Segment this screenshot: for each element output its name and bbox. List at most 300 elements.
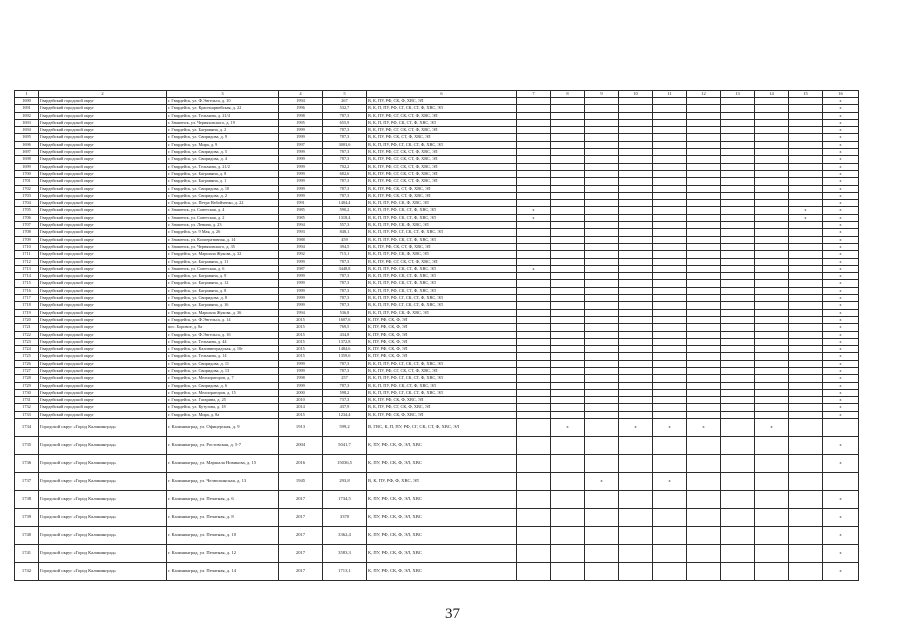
build-year: 1913 [279,419,323,437]
work-flag-cell: x [823,353,859,360]
building-address: г. Гвардейск, ул. Ф.Энгельса, д. 14 [167,316,279,323]
work-flag-cell [721,404,755,411]
structural-elements: К, ПУ, РФ, СК, Ф, ЭЛ, ХВС [367,491,517,509]
work-flag-cell [585,302,619,309]
work-flag-cell: x [823,280,859,287]
work-flag-cell [687,338,721,345]
work-flag-cell [755,324,789,331]
table-row [15,243,859,250]
work-flag-cell [619,258,653,265]
structural-elements: В, К, П, ПУ, РФ, СК, СТ, Ф, ХВС, ЭЛ [367,287,517,294]
build-year: 1999 [279,170,323,177]
building-area: 787,3 [323,273,367,280]
work-flag-cell [585,222,619,229]
work-flag-cell [721,273,755,280]
work-flag-cell [653,243,687,250]
row-number: 1721 [15,324,39,331]
work-flag-cell [721,353,755,360]
work-flag-cell [585,419,619,437]
building-area: 682,6 [323,170,367,177]
structural-elements: К, ПУ, РФ, СК, Ф, ЭЛ [367,353,517,360]
work-flag-cell: x [823,331,859,338]
row-number: 1725 [15,353,39,360]
work-flag-cell [721,411,755,418]
work-flag-cell: x [823,273,859,280]
structural-elements: В, К, П, ПУ, РФ, СК, Ф, ХВС, ЭЛ [367,200,517,207]
building-area: 459 [323,236,367,243]
work-flag-cell [619,243,653,250]
work-flag-cell [653,295,687,302]
municipality-name: Гвардейский городской округ [39,280,167,287]
work-flag-cell [585,527,619,545]
structural-elements: В, К, П, ПУ, РФ, СК, СТ, Ф, ХВС, ЭЛ [367,273,517,280]
work-flag-cell: x [823,411,859,418]
work-flag-cell [721,127,755,134]
work-flag-cell [551,134,585,141]
row-number: 1740 [15,527,39,545]
work-flag-cell [619,316,653,323]
work-flag-cell [789,163,823,170]
work-flag-cell [551,346,585,353]
work-flag-cell [517,258,551,265]
work-flag-cell: x [517,207,551,214]
work-flag-cell [517,563,551,581]
work-flag-cell [755,360,789,367]
work-flag-cell [585,404,619,411]
structural-elements: В, К, ПУ, РФ, СГ, СК, СТ, Ф, ХВС, ЭЛ [367,258,517,265]
work-flag-cell [551,141,585,148]
work-flag-cell [517,455,551,473]
build-year: 1998 [279,112,323,119]
work-flag-cell [517,382,551,389]
work-flag-cell [585,346,619,353]
column-header: 12 [687,91,721,98]
work-flag-cell: x [823,545,859,563]
work-flag-cell [585,563,619,581]
work-flag-cell [517,192,551,199]
work-flag-cell [517,149,551,156]
work-flag-cell [585,437,619,455]
build-year: 2016 [279,455,323,473]
build-year: 1988 [279,236,323,243]
row-number: 1698 [15,156,39,163]
row-number: 1724 [15,346,39,353]
building-area: 655,9 [323,119,367,126]
build-year: 1994 [279,309,323,316]
work-flag-cell [755,236,789,243]
work-flag-cell [789,265,823,272]
municipality-name: Городской округ «Город Калининград» [39,563,167,581]
row-number: 1737 [15,473,39,491]
building-area: 3003,6 [323,141,367,148]
registry-table [14,90,859,581]
work-flag-cell: x [823,324,859,331]
work-flag-cell [585,545,619,563]
row-number: 1728 [15,375,39,382]
work-flag-cell [687,170,721,177]
work-flag-cell [585,229,619,236]
building-address: г. Гвардейск, ул. Ф.Энгельса, д. 10 [167,98,279,105]
work-flag-cell [721,149,755,156]
municipality-name: Гвардейский городской округ [39,119,167,126]
work-flag-cell [755,302,789,309]
structural-elements: В, К, П, ПУ, РФ, СГ, СК, СТ, Ф, ХВС, ЭЛ [367,302,517,309]
work-flag-cell [551,200,585,207]
work-flag-cell [619,509,653,527]
table-row [15,382,859,389]
work-flag-cell [721,382,755,389]
work-flag-cell: x [823,134,859,141]
structural-elements: В, К, ПУ, РФ, СК, Ф, ХВС, ЭЛ [367,397,517,404]
work-flag-cell: x [823,200,859,207]
building-address: г. Гвардейск, ул. Баграмяна, д. 8 [167,170,279,177]
work-flag-cell [551,563,585,581]
work-flag-cell [517,105,551,112]
work-flag-cell [721,527,755,545]
work-flag-cell [551,411,585,418]
row-number: 1696 [15,141,39,148]
build-year: 2014 [279,404,323,411]
structural-elements: К, ПУ, РФ, СК, Ф, ЭЛ [367,346,517,353]
work-flag-cell [517,141,551,148]
table-row [15,404,859,411]
work-flag-cell [653,375,687,382]
building-area: 787,3 [323,156,367,163]
work-flag-cell [619,127,653,134]
municipality-name: Гвардейский городской округ [39,382,167,389]
work-flag-cell [653,178,687,185]
work-flag-cell [551,192,585,199]
structural-elements: В, К, П, ПУ, РФ, СГ, СК, СТ, Ф, ХВС, ЭЛ [367,229,517,236]
work-flag-cell [789,236,823,243]
municipality-name: Гвардейский городской округ [39,295,167,302]
work-flag-cell [551,353,585,360]
work-flag-cell [755,491,789,509]
work-flag-cell [721,265,755,272]
municipality-name: Гвардейский городской округ [39,192,167,199]
work-flag-cell [687,527,721,545]
work-flag-cell [687,360,721,367]
row-number: 1707 [15,222,39,229]
build-year: 1999 [279,258,323,265]
work-flag-cell [721,367,755,374]
row-number: 1714 [15,273,39,280]
table-body [15,98,859,581]
structural-elements: В, К, П, ПУ, РФ, СК, Ф, ХВС, ЭЛ [367,309,517,316]
work-flag-cell [517,360,551,367]
work-flag-cell [755,338,789,345]
work-flag-cell [517,251,551,258]
municipality-name: Городской округ «Город Калининград» [39,545,167,563]
work-flag-cell [551,316,585,323]
work-flag-cell [517,389,551,396]
work-flag-cell [619,397,653,404]
work-flag-cell [755,563,789,581]
work-flag-cell [551,222,585,229]
work-flag-cell: x [823,367,859,374]
building-address: г. Гвардейск, ул. Свиридова, д. 4 [167,156,279,163]
building-area: 702,2 [323,163,367,170]
municipality-name: Гвардейский городской округ [39,185,167,192]
structural-elements: В, К, П, ПУ, РФ, СГ, СК, СТ, Ф, ХВС, ЭЛ [367,141,517,148]
building-area: 590,2 [323,207,367,214]
structural-elements: К, ПУ, РФ, СК, Ф, ЭЛ, ХВС [367,545,517,563]
structural-elements: В, ГВС, К, П, ПУ, РФ, СГ, СК, СТ, Ф, ХВС, ЭЛ [367,419,517,437]
building-address: г. Гвардейск, ул. Маршала Жукова, д. 32 [167,251,279,258]
work-flag-cell [755,375,789,382]
build-year: 1999 [279,127,323,134]
work-flag-cell [653,192,687,199]
work-flag-cell [755,309,789,316]
work-flag-cell [789,280,823,287]
work-flag-cell [687,302,721,309]
table-row [15,324,859,331]
building-address: г. Гвардейск, ул. Кутузова, д. 18 [167,404,279,411]
building-area: 257 [323,375,367,382]
work-flag-cell [585,287,619,294]
building-area: 3370 [323,509,367,527]
row-number: 1703 [15,192,39,199]
row-number: 1729 [15,382,39,389]
structural-elements: В, К, ПУ, РФ, СК, СТ, Ф, ХВС, ЭЛ [367,192,517,199]
structural-elements: В, К, П, ПУ, РФ, СГ, СК, СТ, Ф, ХВС, ЭЛ [367,360,517,367]
work-flag-cell [551,302,585,309]
work-flag-cell [687,375,721,382]
work-flag-cell [653,309,687,316]
build-year: 1999 [279,156,323,163]
work-flag-cell [789,563,823,581]
work-flag-cell [585,367,619,374]
work-flag-cell [585,258,619,265]
work-flag-cell [619,251,653,258]
table-row [15,316,859,323]
work-flag-cell [721,112,755,119]
structural-elements: В, К, ПУ, РФ, СК, СТ, Ф, ХВС, ЭЛ [367,134,517,141]
work-flag-cell [517,200,551,207]
work-flag-cell [755,367,789,374]
row-number: 1692 [15,112,39,119]
build-year: 2015 [279,316,323,323]
structural-elements: В, К, П, ПУ, РФ, СК, Ф, ХВС, ЭЛ [367,222,517,229]
work-flag-cell [789,331,823,338]
building-area: 737,3 [323,397,367,404]
work-flag-cell [585,236,619,243]
work-flag-cell [687,236,721,243]
building-address: пос. Боровое, д. 8а [167,324,279,331]
column-header: 2 [39,91,167,98]
work-flag-cell [653,353,687,360]
building-address: г. Гвардейск, ул. Свиридова, д. 10 [167,185,279,192]
row-number: 1700 [15,170,39,177]
work-flag-cell [755,170,789,177]
municipality-name: Городской округ «Город Калининград» [39,509,167,527]
work-flag-cell [517,170,551,177]
municipality-name: Гвардейский городской округ [39,360,167,367]
work-flag-cell [619,404,653,411]
build-year: 1999 [279,360,323,367]
work-flag-cell [755,243,789,250]
work-flag-cell [551,280,585,287]
work-flag-cell: x [823,375,859,382]
row-number: 1715 [15,280,39,287]
work-flag-cell [653,324,687,331]
building-address: г. Калининград, ул. Печатная, д. 14 [167,563,279,581]
building-address: г. Гвардейск, ул. Свиридова, д. 2 [167,192,279,199]
work-flag-cell [653,170,687,177]
work-flag-cell [517,119,551,126]
work-flag-cell [619,382,653,389]
building-address: г. Гвардейск, ул. Свиридова, д. 8 [167,295,279,302]
work-flag-cell: x [823,509,859,527]
work-flag-cell [517,243,551,250]
table-row [15,309,859,316]
municipality-name: Гвардейский городской округ [39,229,167,236]
building-address: г. Калининград, ул. Печатная, д. 8 [167,509,279,527]
work-flag-cell [517,295,551,302]
table-row [15,119,859,126]
municipality-name: Гвардейский городской округ [39,112,167,119]
work-flag-cell: x [823,397,859,404]
work-flag-cell [755,280,789,287]
column-header: 14 [755,91,789,98]
building-address: г. Знаменск, ул. Черняховского, д. 35 [167,243,279,250]
work-flag-cell [789,127,823,134]
row-number: 1723 [15,338,39,345]
row-number: 1716 [15,287,39,294]
building-area: 434,8 [323,331,367,338]
work-flag-cell [755,316,789,323]
work-flag-cell [653,222,687,229]
work-flag-cell [619,105,653,112]
work-flag-cell [653,545,687,563]
work-flag-cell [687,389,721,396]
work-flag-cell [789,338,823,345]
work-flag-cell [755,214,789,221]
structural-elements: В, К, П, ПУ, РФ, СК, СТ, Ф, ХВС, ЭЛ [367,119,517,126]
work-flag-cell [619,149,653,156]
work-flag-cell [755,265,789,272]
work-flag-cell: x [823,360,859,367]
work-flag-cell [619,527,653,545]
building-address: г. Гвардейск, ул. Свиридова, д. 9 [167,134,279,141]
work-flag-cell: x [823,119,859,126]
table-row [15,563,859,581]
build-year: 1999 [279,273,323,280]
municipality-name: Городской округ «Город Калининград» [39,419,167,437]
work-flag-cell [653,338,687,345]
work-flag-cell [721,295,755,302]
table-row [15,258,859,265]
work-flag-cell [517,419,551,437]
building-area: 3362,4 [323,527,367,545]
header-row [15,91,859,98]
column-header: 9 [585,91,619,98]
work-flag-cell [687,382,721,389]
building-address: г. Знаменск, ул. Ленина, д. 23 [167,222,279,229]
structural-elements: В, К, П, ПУ, РФ, СК, СТ, Ф, ХВС, ЭЛ [367,265,517,272]
municipality-name: Гвардейский городской округ [39,149,167,156]
work-flag-cell [619,331,653,338]
row-number: 1720 [15,316,39,323]
table-row [15,229,859,236]
work-flag-cell [585,411,619,418]
work-flag-cell [687,200,721,207]
work-flag-cell [619,309,653,316]
work-flag-cell [721,287,755,294]
structural-elements: В, К, П, ПУ, РФ, СК, СТ, Ф, ХВС, ЭЛ [367,214,517,221]
table-row [15,200,859,207]
work-flag-cell [585,134,619,141]
work-flag-cell: x [823,185,859,192]
building-address: г. Гвардейск, ул. Баграмяна, д. 1 [167,178,279,185]
structural-elements: В, К, ПУ, РФ, Ф, ХВС, ЭЛ [367,473,517,491]
work-flag-cell [721,509,755,527]
work-flag-cell [653,316,687,323]
work-flag-cell [687,353,721,360]
work-flag-cell [755,545,789,563]
work-flag-cell [653,141,687,148]
work-flag-cell [721,545,755,563]
building-area: 769,5 [323,324,367,331]
municipality-name: Гвардейский городской округ [39,141,167,148]
municipality-name: Гвардейский городской округ [39,411,167,418]
work-flag-cell [653,455,687,473]
municipality-name: Гвардейский городской округ [39,287,167,294]
work-flag-cell [687,331,721,338]
build-year: 2015 [279,411,323,418]
work-flag-cell [687,141,721,148]
work-flag-cell [653,331,687,338]
work-flag-cell [687,127,721,134]
work-flag-cell [789,437,823,455]
work-flag-cell [517,156,551,163]
building-address: г. Гвардейск, ул. Тельмана, д. 21/2 [167,163,279,170]
work-flag-cell [517,331,551,338]
work-flag-cell [653,149,687,156]
work-flag-cell [755,134,789,141]
build-year: 1996 [279,105,323,112]
work-flag-cell [653,105,687,112]
building-address: г. Калининград, ул. Челюскинская, д. 13 [167,473,279,491]
column-header: 13 [721,91,755,98]
work-flag-cell [789,491,823,509]
work-flag-cell [789,382,823,389]
work-flag-cell: x [823,316,859,323]
building-address: г. Гвардейск, ул. Свиридова, д. 6 [167,382,279,389]
work-flag-cell: x [823,338,859,345]
building-area: 15036,5 [323,455,367,473]
work-flag-cell [619,360,653,367]
work-flag-cell [619,141,653,148]
table-row [15,170,859,177]
work-flag-cell [755,295,789,302]
work-flag-cell [721,200,755,207]
work-flag-cell: x [823,236,859,243]
build-year: 2000 [279,389,323,396]
work-flag-cell [789,419,823,437]
work-flag-cell [755,353,789,360]
work-flag-cell [653,214,687,221]
work-flag-cell [789,222,823,229]
build-year: 1997 [279,141,323,148]
work-flag-cell: x [823,178,859,185]
work-flag-cell [789,404,823,411]
municipality-name: Гвардейский городской округ [39,170,167,177]
work-flag-cell [755,258,789,265]
work-flag-cell [551,331,585,338]
work-flag-cell: x [789,214,823,221]
work-flag-cell [619,338,653,345]
